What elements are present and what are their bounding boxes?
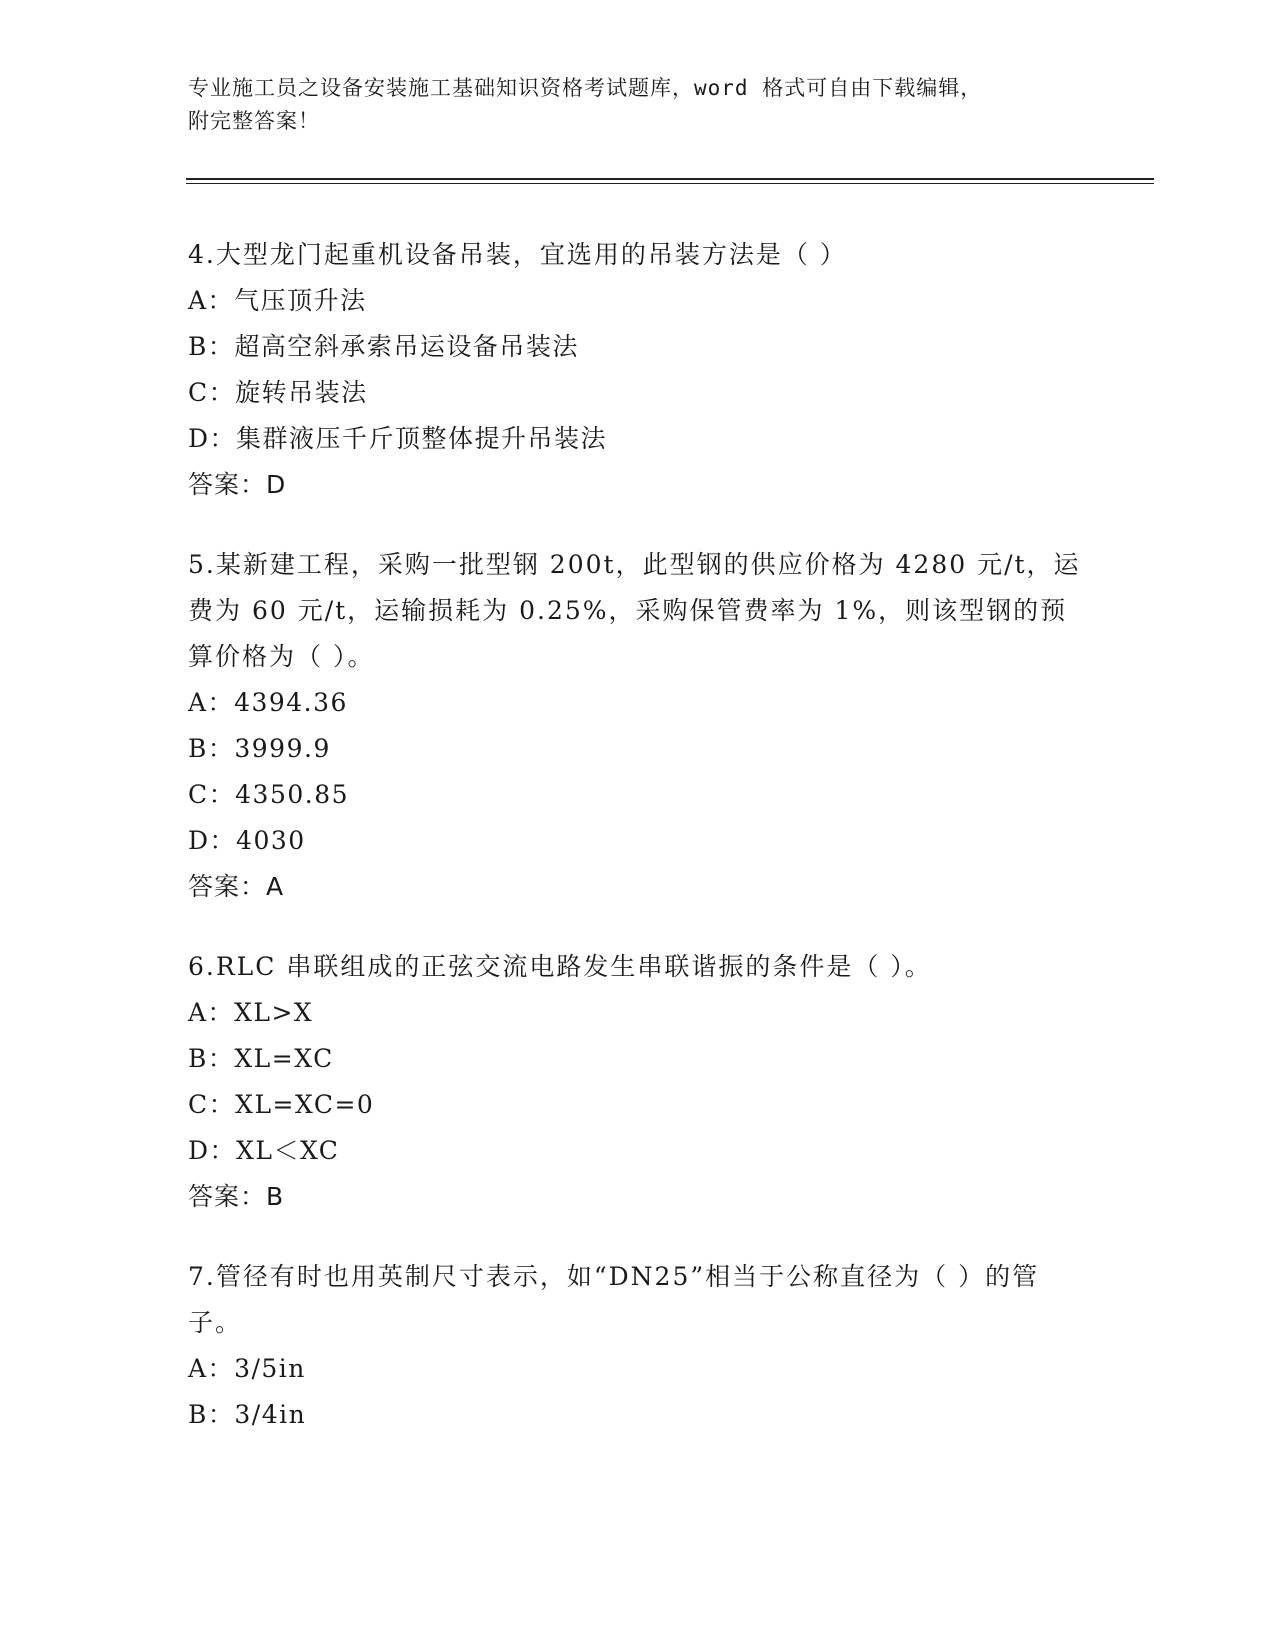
- option-value: 超高空斜承索吊运设备吊装法: [234, 332, 579, 361]
- option-value: XL＜XC: [236, 1136, 340, 1165]
- question-5: [188, 542, 1088, 910]
- option-key: A：: [188, 286, 235, 315]
- document-header: [188, 72, 1088, 138]
- option-a: [188, 1346, 1088, 1392]
- option-value: 3999.9: [234, 734, 331, 763]
- option-value: 集群液压千斤顶整体提升吊装法: [236, 424, 608, 453]
- option-c: [188, 370, 1088, 416]
- option-c: [188, 772, 1088, 818]
- option-key: B：: [188, 734, 235, 763]
- option-key: A：: [188, 998, 235, 1027]
- header-divider-thick: [186, 178, 1154, 180]
- option-value: 4394.36: [234, 688, 348, 717]
- answer-line: 答案：A: [188, 872, 285, 901]
- option-a: [188, 990, 1088, 1036]
- option-key: C：: [188, 780, 236, 809]
- option-key: C：: [188, 1090, 236, 1119]
- question-text: 6.RLC 串联组成的正弦交流电路发生串联谐振的条件是（ ）。: [188, 952, 932, 981]
- option-key: B：: [188, 332, 235, 361]
- option-value: 旋转吊装法: [235, 378, 368, 407]
- option-value: 4350.85: [235, 780, 350, 809]
- answer-line: 答案：D: [188, 470, 287, 499]
- option-value: 3/5in: [234, 1354, 306, 1383]
- option-key: D：: [188, 826, 237, 855]
- question-4: [188, 232, 1088, 508]
- option-b: [188, 1036, 1088, 1082]
- question-list: [188, 232, 1088, 1472]
- option-key: C：: [188, 378, 236, 407]
- option-b: [188, 1392, 1088, 1438]
- option-key: B：: [188, 1400, 235, 1429]
- option-d: [188, 818, 1088, 864]
- option-value: XL=XC=0: [235, 1090, 375, 1119]
- option-key: B：: [188, 1044, 235, 1073]
- question-6: [188, 944, 1088, 1220]
- option-b: [188, 726, 1088, 772]
- answer-line: 答案：B: [188, 1182, 285, 1211]
- option-key: D：: [188, 424, 237, 453]
- option-value: XL>X: [234, 998, 314, 1027]
- option-a: [188, 680, 1088, 726]
- option-a: [188, 278, 1088, 324]
- option-d: [188, 416, 1088, 462]
- option-value: 3/4in: [234, 1400, 307, 1429]
- option-key: A：: [188, 688, 235, 717]
- option-key: D：: [188, 1136, 237, 1165]
- option-value: 气压顶升法: [234, 286, 367, 315]
- question-text: 4.大型龙门起重机设备吊装，宜选用的吊装方法是（ ）: [188, 240, 847, 269]
- option-c: [188, 1082, 1088, 1128]
- option-value: XL=XC: [234, 1044, 334, 1073]
- question-text: 5.某新建工程，采购一批型钢 200t，此型钢的供应价格为 4280 元/t，运费为 60 元/t，运输损耗为 0.25%，采购保管费率为 1%，则该型钢的预算价格为（ ）。: [188, 550, 1081, 671]
- option-d: [188, 1128, 1088, 1174]
- question-text: 7.管径有时也用英制尺寸表示，如“DN25”相当于公称直径为（ ）的管子。: [188, 1262, 1040, 1337]
- header-line-1: 专业施工员之设备安装施工基础知识资格考试题库，word 格式可自由下载编辑，: [188, 76, 983, 100]
- option-b: [188, 324, 1088, 370]
- option-key: A：: [188, 1354, 235, 1383]
- header-line-2: 附完整答案！: [188, 109, 320, 133]
- option-value: 4030: [236, 826, 306, 855]
- question-7: [188, 1254, 1088, 1438]
- header-divider-thin: [186, 183, 1154, 184]
